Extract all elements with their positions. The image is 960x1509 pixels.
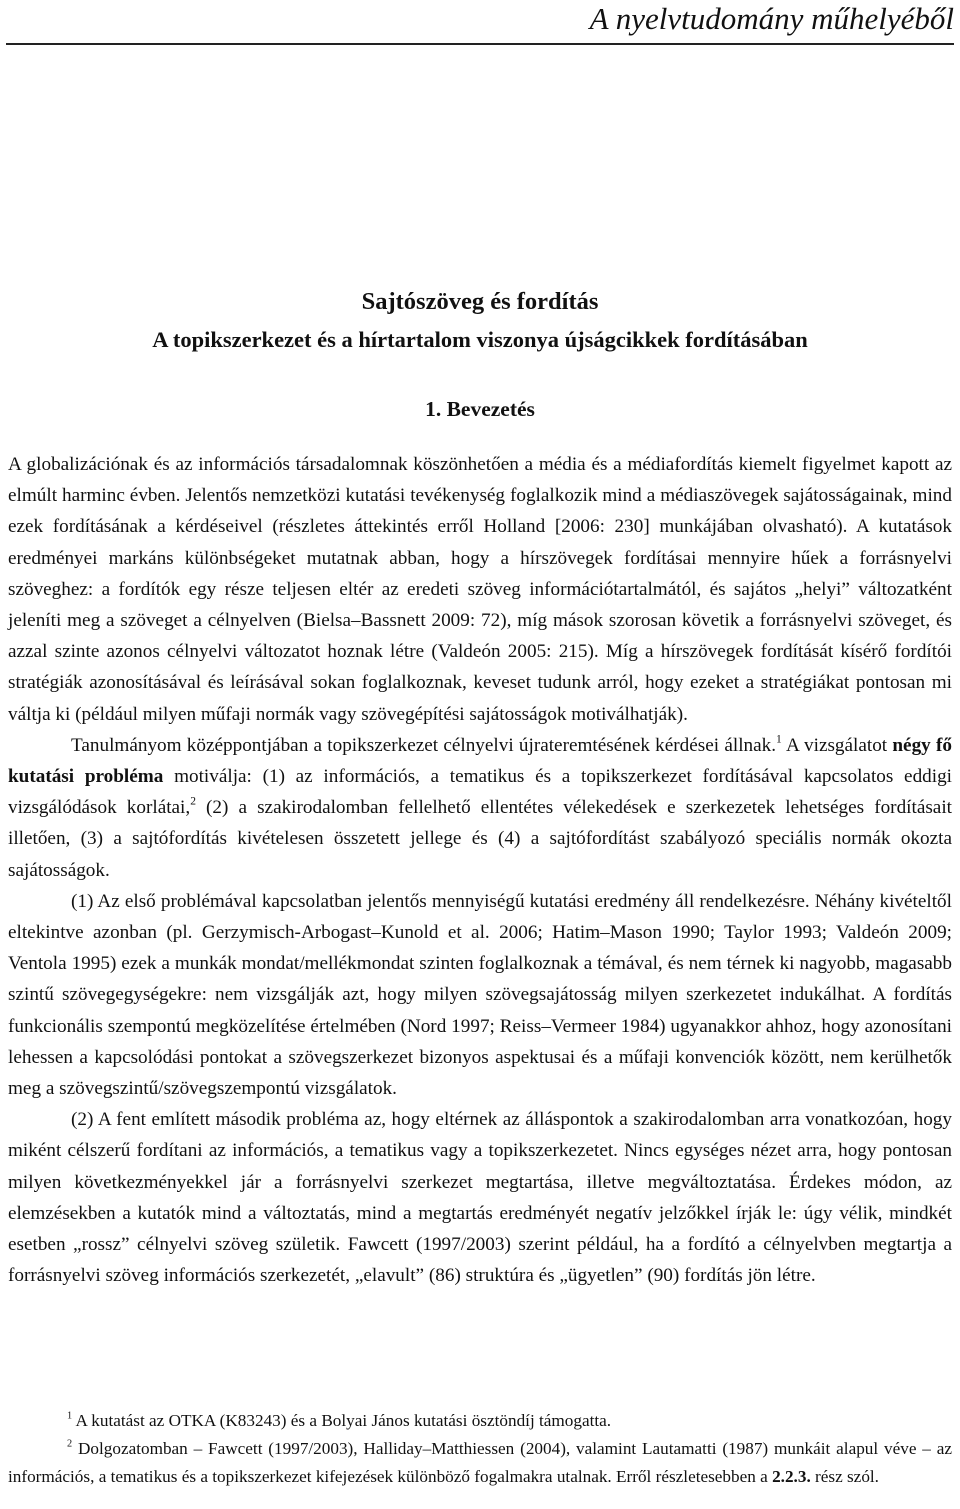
- footnote-text: rész szól.: [810, 1467, 879, 1486]
- body-text: [8, 449, 952, 1291]
- footnotes: [8, 1407, 952, 1491]
- footnote-2: [8, 1435, 952, 1491]
- section-reference[interactable]: 2.2.3.: [772, 1467, 811, 1486]
- emphasis-text: négy fő kutatási probléma: [8, 734, 952, 788]
- footnote-number-2: 2: [67, 1438, 73, 1450]
- article-title-block: [0, 283, 960, 359]
- footnote-number-1: 1: [67, 1410, 73, 1422]
- paragraph-text: motiválja: (1) az információs, a tematikus és a topikszerkezet fordításával kapcsolatos eddigi vizsgálódások korlátai,: [8, 766, 953, 819]
- paragraph-text: Tanulmányom középpontjában a topikszerkezet célnyelvi újrateremtésének kérdései állnak.: [71, 734, 777, 756]
- footnote-ref-2[interactable]: 2: [190, 795, 196, 808]
- section-heading: 1. Bevezetés: [425, 397, 535, 421]
- paragraph-problem-2: (2) A fent említett második probléma az, hogy eltérnek az álláspontok a szakirodalomban arra vonatkozóan, hogy miként célszerű fordítani az információs, a tematikus vagy a topikszerkezetet. Nincs egységes nézet arra, hogy pontosan milyen következményekkel jár a forrásnyelvi szerkezet megtartása, illetve megváltoztatása. Érdekes módon, az elemzésekben a kutatók mind a változtatás, mind a megtartás eredményét negatív jelzőkkel írják le: úgy vélik, mindkét esetben „rossz” célnyelvi szöveg születik. Fawcett (1997/2003) szerint például, ha a fordító a célnyelvben megtartja a forrásnyelvi szöveg információs szerkezetét, „elavult” (86) struktúra és „ügyetlen” (90) fordítás jön létre.: [8, 1109, 952, 1287]
- article-title: Sajtószöveg és fordítás: [361, 288, 599, 315]
- footnote-text: A kutatást az OTKA (K83243) és a Bolyai János kutatási ösztöndíj támogatta.: [72, 1411, 612, 1430]
- header-rule: [6, 43, 954, 45]
- paragraph-problem-1: (1) Az első problémával kapcsolatban jelentős mennyiségű kutatási eredmény áll rendelkezésre. Néhány kivételtől eltekintve azonban (pl. Gerzymisch-Arbogast–Kunold et al. 2006; Hatim–Mason 1990; Taylor 1993; Valdeón 2009; Ventola 1995) ezek a munkák mondat/mellékmondat szinten foglalkoznak a témával, és nem térnek ki nagyobb, magasabb szintű szövegegységekre: nem vizsgálják azt, hogy milyen szövegsajátosság milyen szerkezetet indukálhat. A fordítás funkcionális szempontú megközelítése értelmében (Nord 1997; Reiss–Vermeer 1984) ugyanakkor ahhoz, hogy azonosítani lehessen a kapcsolódási pontokat a szövegszerkezet bizonyos aspektusai és a műfaji konvenciók között, nem kerülhetők meg a szövegszintű/szövegszempontú vizsgálatok.: [8, 890, 952, 1100]
- paragraph-intro: A globalizációnak és az információs társadalomnak köszönhetően a média és a médiafordítás kiemelt figyelmet kapott az elmúlt harminc évben. Jelentős nemzetközi kutatási tevékenység foglalkozik mind a médiaszövegek sajátosságainak, mind ezek fordításának a kérdéseivel (részletes áttekintés erről Holland [2006: 230] munkájában olvasható). A kutatások eredményei markáns különbségeket mutatnak abban, hogy a hírszövegek fordításai mennyire hűek a forrásnyelvi szöveghez: a fordítók egy része teljesen eltér az eredeti szöveg információtartalmától, és sajátos „helyi” változatként jeleníti meg a szöveget a célnyelven (Bielsa–Bassnett 2009: 72), míg mások szorosan követik a forrásnyelvi szöveget, és azzal szinte azonos célnyelvi változatot hoznak létre (Valdeón 2005: 215). Míg a hírszövegek fordítását kísérő fordítói stratégiák azonosításával és leírásával sokan foglalkoznak, keveset tudunk arról, hogy ezeket a stratégiákat pontosan mi váltja ki (például milyen műfaji normák vagy szövegépítési sajátosságok motiválhatják).: [8, 454, 952, 725]
- footnote-text: Dolgozatomban – Fawcett (1997/2003), Halliday–Matthiessen (2004), valamint Lautamatti (1987) munkáit alapul véve – az információs, a tematikus és a topikszerkezet kifejezések különböző fogalmakra utalnak. Erről részletesebben a: [8, 1439, 952, 1486]
- article-subtitle: A topikszerkezet és a hírtartalom viszonya újságcikkek fordításában: [152, 327, 808, 352]
- footnote-1: [8, 1407, 952, 1435]
- paragraph-research-problems: [8, 730, 952, 886]
- footnote-ref-1[interactable]: 1: [776, 733, 782, 746]
- running-title: A nyelvtudomány műhelyéből: [589, 1, 954, 36]
- paragraph-text: (2) a szakirodalomban fellelhető ellentétes vélekedések e szerkezetek lehetséges fordításait illetően, (3) a sajtófordítás kivételesen összetett jellege és (4) a sajtófordítást szabályozó speciális normák okozta sajátosságok.: [8, 797, 952, 881]
- paragraph-text: A vizsgálatot: [781, 734, 893, 756]
